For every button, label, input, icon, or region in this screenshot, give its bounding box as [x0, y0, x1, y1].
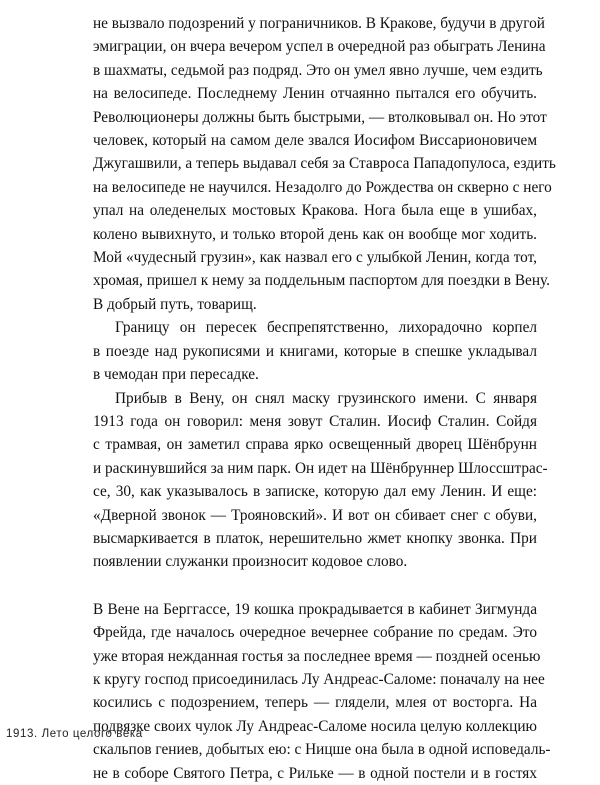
text-line: упал на оледенелых мостовых Кракова. Нога была еще в ушибах, [93, 202, 537, 220]
text-line: появлении служанки произносит кодовое слово. [93, 553, 408, 571]
text-line: 1913 года он говорил: меня зовут Сталин. Иосиф Сталин. Сойдя [93, 412, 537, 430]
text-line: скальпов гениев, добытых ею: с Ницше она была в одной исповедаль- [93, 741, 551, 759]
text-line: Границу он пересек беспрепятственно, лихорадочно корпел [115, 319, 537, 337]
text-line: на велосипеде не научился. Незадолго до Рождества он скверно с него [93, 178, 552, 196]
text-line: Фрейда, где началось очередное вечернее собрание по средам. Это [93, 624, 537, 642]
text-line: Джугашвили, а теперь выдавал себя за Ставроса Пападопулоса, ездить [93, 155, 556, 173]
text-line: В добрый путь, товарищ. [93, 295, 257, 313]
paragraph [93, 598, 551, 785]
paragraph [93, 387, 548, 574]
running-footer: 1913. Лето целого века [6, 728, 143, 740]
text-line: и раскинувшийся за ним парк. Он идет на Шёнбруннер Шлоссштрас- [93, 459, 548, 477]
text-line: человек, который на самом деле звался Иосифом Виссарионовичем [93, 132, 537, 150]
text-line: к кругу господ присоединилась Лу Андреас-Саломе: поначалу на нее [93, 670, 545, 688]
text-line: Прибыв в Вену, он снял маску грузинского имени. С января [115, 389, 537, 407]
text-line: подвязке своих чулок Лу Андреас-Саломе носила целую коллекцию [93, 717, 537, 735]
text-line: косились с подозрением, теперь — глядели, млея от восторга. На [93, 694, 537, 712]
text-line: «Дверной звонок — Трояновский». И вот он сбивает снег с обуви, [93, 506, 537, 524]
text-line: в чемодан при пересадке. [93, 366, 259, 384]
text-line: Революционеры должны быть быстрыми, — втолковывал он. Но этот [93, 108, 547, 126]
paragraph [93, 12, 556, 316]
paragraph-gap [93, 574, 537, 598]
text-line: В Вене на Берггассе, 19 кошка прокрадывается в кабинет Зигмунда [93, 600, 537, 618]
text-line: не вызвало подозрений у пограничников. В Кракове, будучи в другой [93, 15, 545, 32]
text-line: Мой «чудесный грузин», как назвал его с улыбкой Ленин, когда тот, [93, 249, 537, 267]
paragraph [93, 316, 537, 386]
text-line: на велосипеде. Последнему Ленин отчаянно пытался его обучить. [93, 85, 537, 103]
text-line: хромая, пришел к нему за поддельным паспортом для поездки в Вену. [93, 272, 550, 290]
text-line: высмаркивается в платок, нерешительно жмет кнопку звонка. При [93, 529, 537, 547]
text-line: эмиграции, он вчера вечером успел в очередной раз обыграть Ленина [93, 38, 546, 56]
text-line: с трамвая, он заметил справа ярко освещенный дворец Шёнбрунн [93, 436, 537, 454]
text-line: не в соборе Святого Петра, с Рильке — в одной постели и в гостях [93, 764, 537, 782]
text-line: се, 30, как указывалось в записке, которую дал ему Ленин. И еще: [93, 483, 537, 501]
text-line: в поезде над рукописями и книгами, которые в спешке укладывал [93, 342, 537, 360]
text-line: в шахматы, седьмой раз подряд. Это он умел явно лучше, чем ездить [93, 61, 543, 79]
body-text [93, 12, 556, 785]
text-line: колено вывихнуто, и только второй день как он вообще мог ходить. [93, 225, 537, 243]
text-line: уже вторая нежданная гостья за последнее время — поздней осенью [93, 647, 541, 665]
